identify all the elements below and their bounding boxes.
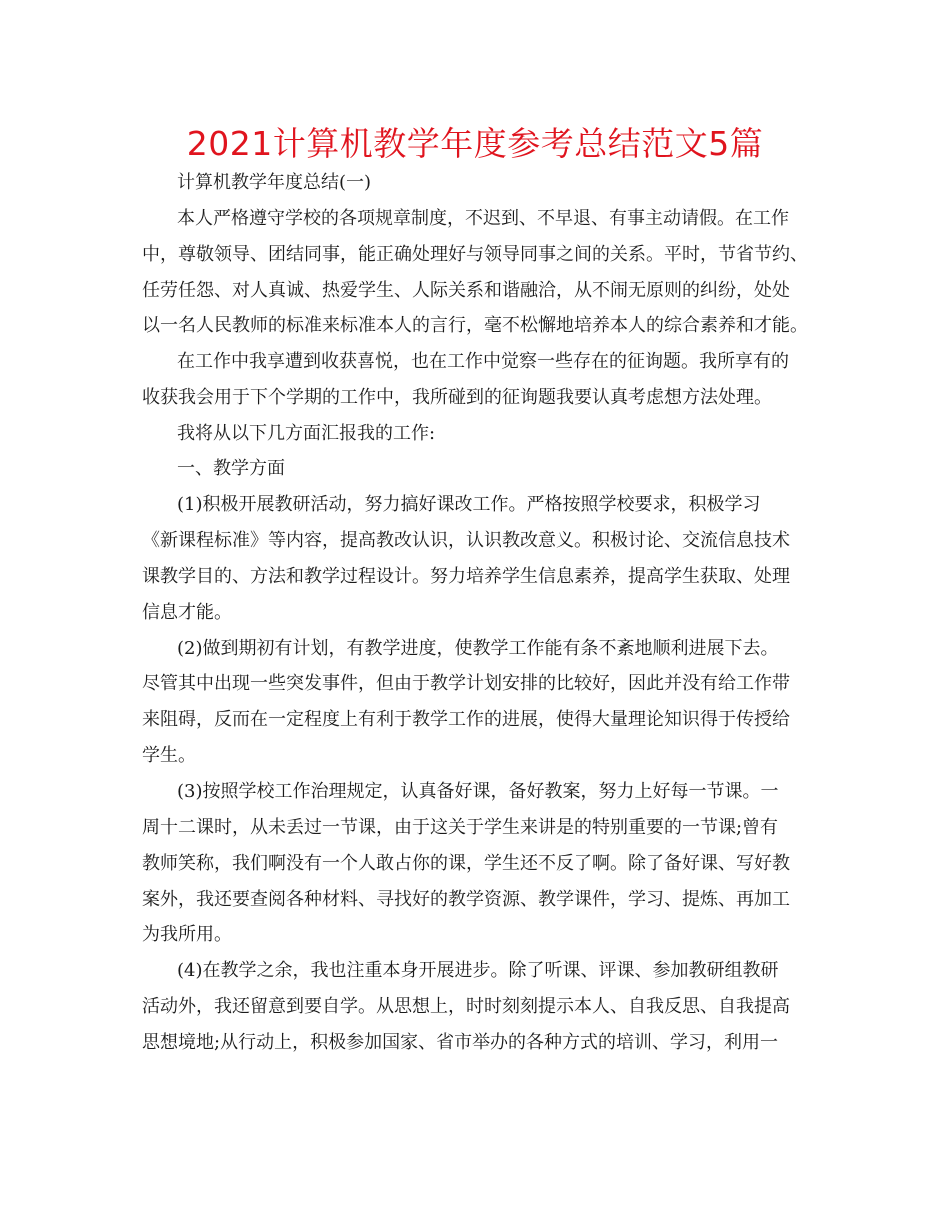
paragraph-line: 尽管其中出现一些突发事件，但由于教学计划安排的比较好，因此并没有给工作带 bbox=[142, 673, 790, 694]
paragraph-line: 中，尊敬领导、团结同事，能正确处理好与领导同事之间的关系。平时，节省节约、 bbox=[142, 244, 808, 265]
paragraph-line: 周十二课时，从未丢过一节课，由于这关于学生来讲是的特别重要的一节课;曾有 bbox=[142, 817, 779, 838]
paragraph-line: 思想境地;从行动上，积极参加国家、省市举办的各种方式的培训、学习，利用一 bbox=[142, 1032, 779, 1053]
paragraph-line: 信息才能。 bbox=[142, 602, 232, 623]
paragraph-line: 我将从以下几方面汇报我的工作: bbox=[177, 423, 436, 444]
paragraph-line: 教师笑称，我们啊没有一个人敢占你的课，学生还不反了啊。除了备好课、写好教 bbox=[142, 853, 790, 874]
section-heading: 一、教学方面 bbox=[177, 458, 285, 479]
paragraph-line: 案外，我还要查阅各种材料、寻找好的教学资源、教学课件，学习、提炼、再加工 bbox=[142, 889, 790, 910]
paragraph-line: 活动外，我还留意到要自学。从思想上，时时刻刻提示本人、自我反思、自我提高 bbox=[142, 996, 790, 1017]
section-heading: 计算机教学年度总结(一) bbox=[177, 172, 372, 193]
paragraph-line: 任劳任怨、对人真诚、热爱学生、人际关系和谐融洽，从不闹无原则的纠纷，处处 bbox=[142, 280, 790, 301]
paragraph-line: 学生。 bbox=[142, 745, 196, 766]
paragraph-line: 课教学目的、方法和教学过程设计。努力培养学生信息素养，提高学生获取、处理 bbox=[142, 566, 790, 587]
paragraph-line: 在工作中我享遭到收获喜悦，也在工作中觉察一些存在的征询题。我所享有的 bbox=[177, 351, 789, 372]
paragraph-line: 来阻碍，反而在一定程度上有利于教学工作的进展，使得大量理论知识得于传授给 bbox=[142, 709, 790, 730]
paragraph-line: 《新课程标准》等内容，提高教改认识，认识教改意义。积极讨论、交流信息技术 bbox=[142, 530, 790, 551]
paragraph-line: (2)做到期初有计划，有教学进度，使教学工作能有条不紊地顺利进展下去。 bbox=[177, 638, 779, 659]
paragraph-line: 本人严格遵守学校的各项规章制度，不迟到、不早退、有事主动请假。在工作 bbox=[177, 208, 789, 229]
paragraph-line: 以一名人民教师的标准来标准本人的言行，毫不松懈地培养本人的综合素养和才能。 bbox=[142, 315, 808, 336]
paragraph-line: 收获我会用于下个学期的工作中，我所碰到的征询题我要认真考虑想方法处理。 bbox=[142, 387, 772, 408]
paragraph-line: (4)在教学之余，我也注重本身开展进步。除了听课、评课、参加教研组教研 bbox=[177, 960, 779, 981]
document-title: 2021计算机教学年度参考总结范文5篇 bbox=[186, 124, 764, 163]
paragraph-line: 为我所用。 bbox=[142, 924, 232, 945]
paragraph-line: (1)积极开展教研活动，努力搞好课改工作。严格按照学校要求，积极学习 bbox=[177, 494, 761, 515]
paragraph-line: (3)按照学校工作治理规定，认真备好课，备好教案，努力上好每一节课。一 bbox=[177, 781, 779, 802]
